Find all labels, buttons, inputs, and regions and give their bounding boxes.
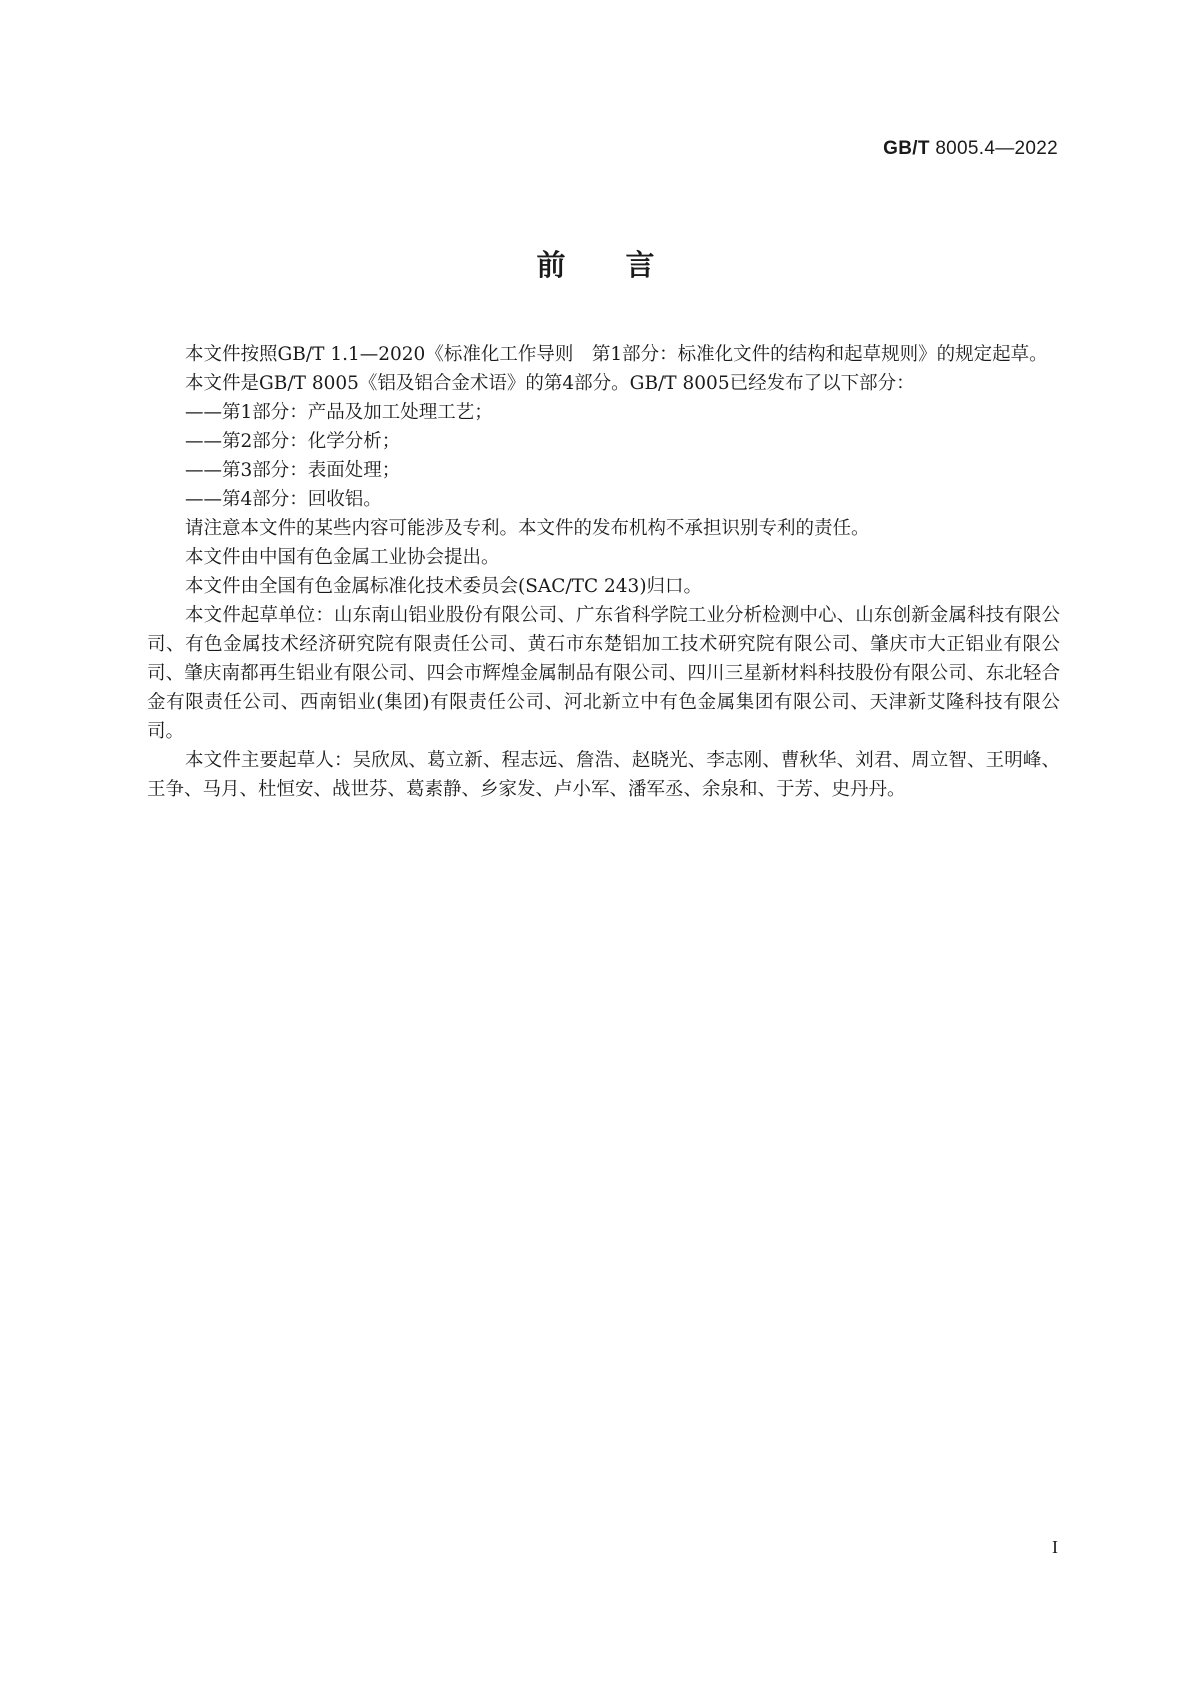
list-item-part-1: ——第1部分：产品及加工处理工艺； (185, 402, 493, 423)
paragraph-drafters: 本文件主要起草人：吴欣凤、葛立新、程志远、詹浩、赵晓光、李志刚、曹秋华、刘君、周立智、王明峰、王争、马月、杜恒安、战世芬、葛素静、乡家发、卢小军、潘军丞、余泉和、于芳、史丹丹。 (147, 750, 1060, 800)
standard-code-prefix: GB/T (883, 138, 930, 159)
paragraph-series-intro: 本文件是GB/T 8005《铝及铝合金术语》的第4部分。GB/T 8005已经发布了以下部分： (185, 373, 915, 394)
list-item-part-3: ——第3部分：表面处理； (185, 460, 401, 481)
list-item-part-4: ——第4部分：回收铝。 (185, 489, 382, 510)
standard-code (883, 138, 1058, 160)
standard-code-number: 8005.4—2022 (929, 138, 1058, 159)
paragraph-drafting-units: 本文件起草单位：山东南山铝业股份有限公司、广东省科学院工业分析检测中心、山东创新金属科技有限公司、有色金属技术经济研究院有限责任公司、黄石市东楚铝加工技术研究院有限公司、肇庆市大正铝业有限公司、肇庆南都再生铝业有限公司、四会市辉煌金属制品有限公司、四川三星新材料科技股份有限公司、东北轻合金有限责任公司、西南铝业(集团)有限责任公司、河北新立中有色金属集团有限公司、天津新艾隆科技有限公司。 (147, 605, 1060, 742)
list-item-part-2: ——第2部分：化学分析； (185, 431, 401, 452)
paragraph-patent-notice: 请注意本文件的某些内容可能涉及专利。本文件的发布机构不承担识别专利的责任。 (185, 518, 870, 539)
paragraph-drafting-rules: 本文件按照GB/T 1.1—2020《标准化工作导则 第1部分：标准化文件的结构和起草规则》的规定起草。 (185, 344, 1048, 365)
page-title: 前言 (536, 248, 715, 282)
paragraph-proposer: 本文件由中国有色金属工业协会提出。 (185, 547, 500, 568)
paragraph-committee: 本文件由全国有色金属标准化技术委员会(SAC/TC 243)归口。 (185, 576, 703, 597)
page-number: I (1052, 1537, 1058, 1557)
foreword-body (147, 340, 1060, 804)
